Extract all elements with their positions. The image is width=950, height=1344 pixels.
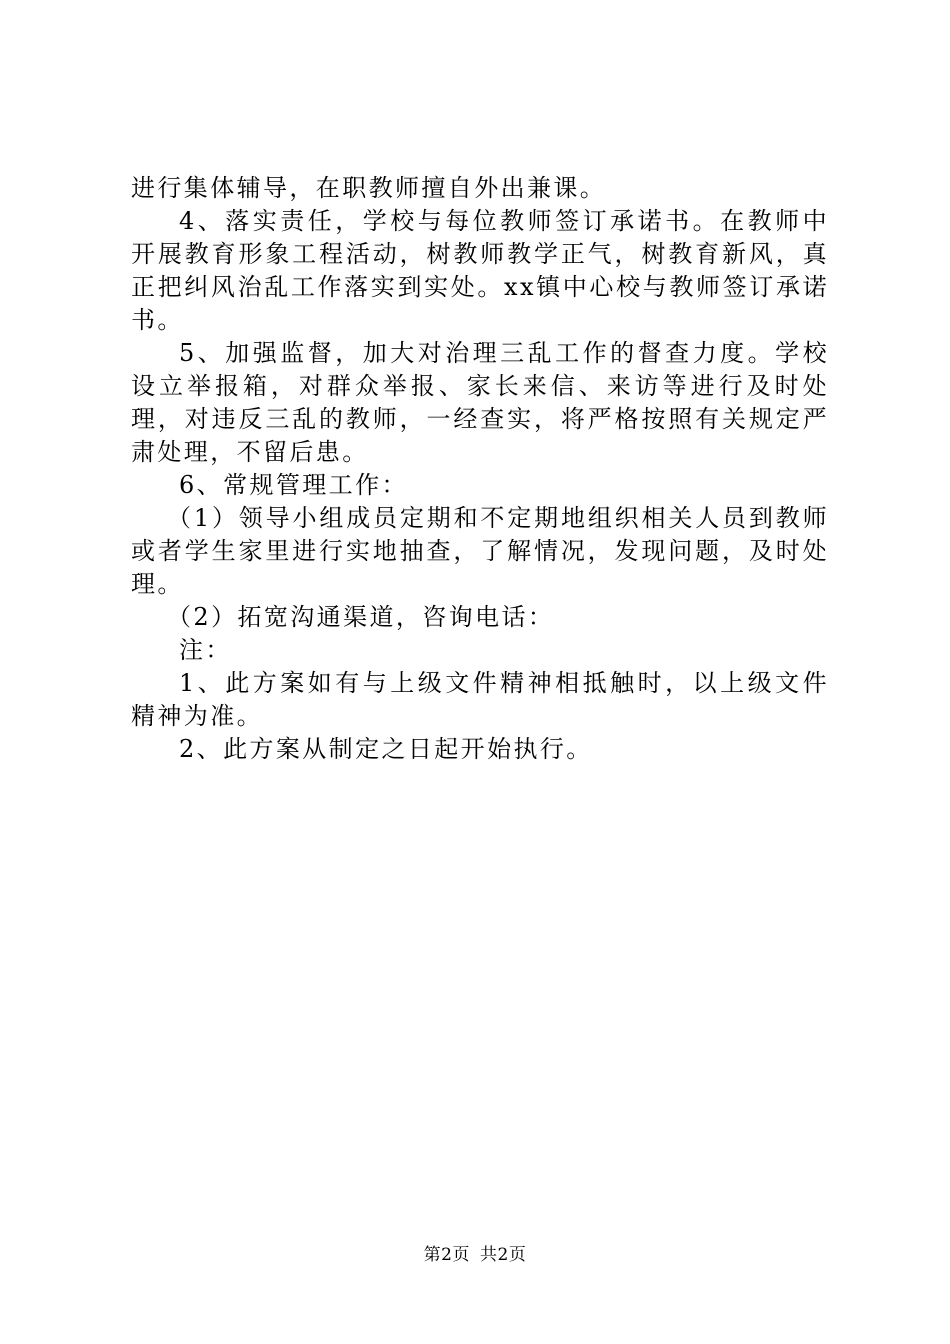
page-total: 共2页 [480,1245,527,1265]
paragraph-note-heading: 注： [179,636,232,664]
paragraph-subitem-1: （1）领导小组成员定期和不定期地组织相关人员到教师或者学生家里进行实地抽查，了解情况，发现问题，及时处理。 [131,504,829,598]
paragraph-continuation: 进行集体辅导，在职教师擅自外出兼课。 [131,174,607,202]
paragraph-item-5: 5、加强监督，加大对治理三乱工作的督查力度。学校设立举报箱，对群众举报、家长来信、来访等进行及时处理，对违反三乱的教师，一经查实，将严格按照有关规定严肃处理，不留后患。 [131,339,829,466]
page-number: 第2页 [423,1245,470,1265]
page-footer [0,1244,950,1266]
paragraph-item-4: 4、落实责任，学校与每位教师签订承诺书。在教师中开展教育形象工程活动，树教师教学正气，树教育新风，真正把纠风治乱工作落实到实处。xx镇中心校与教师签订承诺书。 [131,207,829,334]
document-body [131,172,829,766]
paragraph-subitem-2: （2）拓宽沟通渠道，咨询电话： [167,603,555,631]
paragraph-note-1: 1、此方案如有与上级文件精神相抵触时，以上级文件精神为准。 [131,669,829,730]
paragraph-item-6: 6、常规管理工作： [179,471,408,499]
paragraph-note-2: 2、此方案从制定之日起开始执行。 [179,735,593,763]
